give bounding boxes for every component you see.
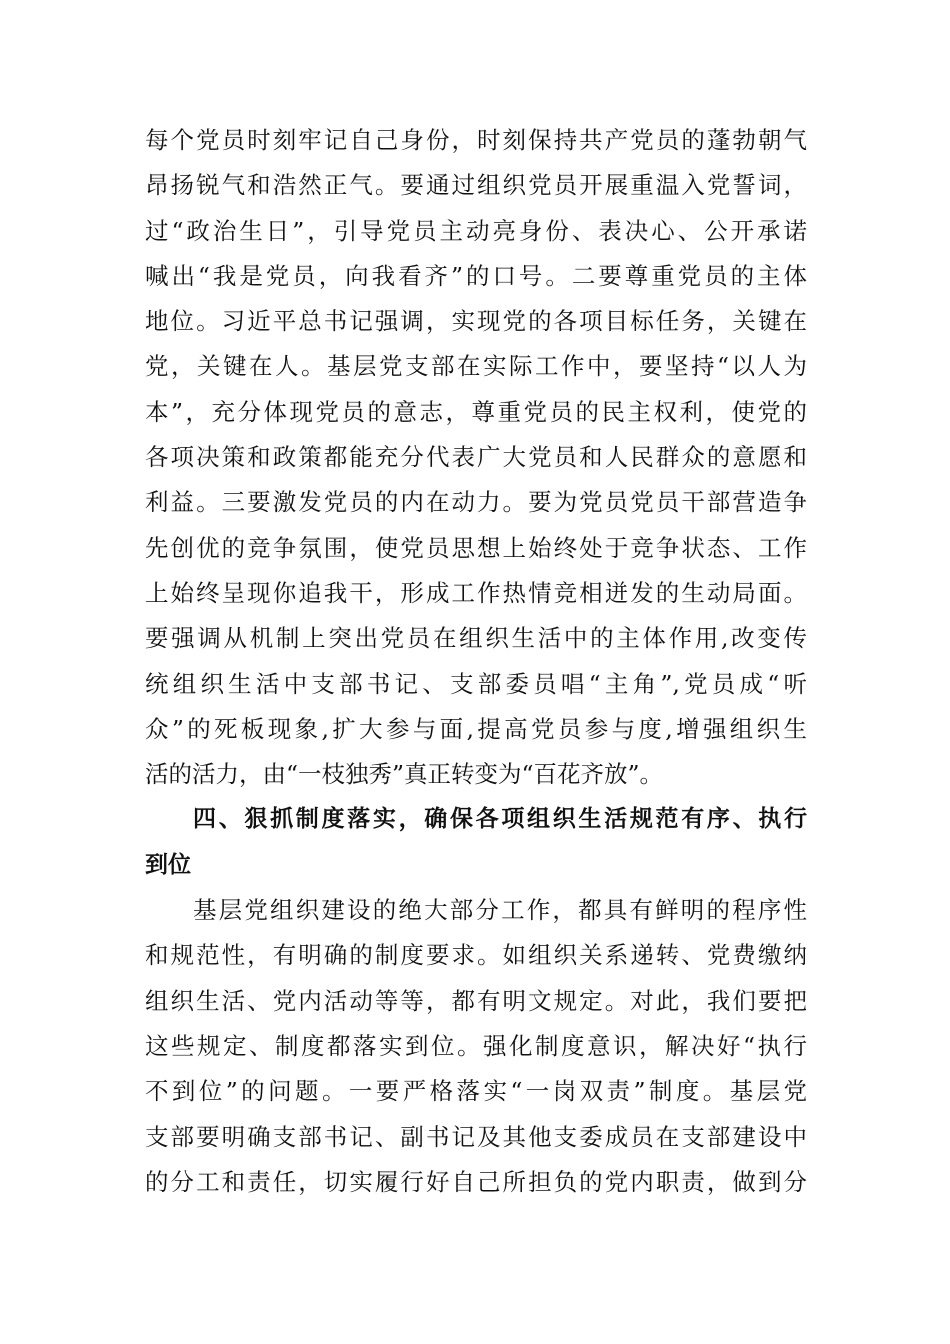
- text-line: 昂扬锐气和浩然正气。要通过组织党员开展重温入党誓词，: [145, 171, 807, 200]
- section-heading: [145, 797, 807, 888]
- text-line: 要强调从机制上突出党员在组织生活中的主体作用,改变传: [145, 624, 807, 653]
- text-line: 支部要明确支部书记、副书记及其他支委成员在支部建设中: [145, 1122, 807, 1151]
- text-line: 每个党员时刻牢记自己身份，时刻保持共产党员的蓬勃朝气: [145, 126, 807, 154]
- text-line: 众”的死板现象,扩大参与面,提高党员参与度,增强组织生: [145, 714, 807, 743]
- text-line: 和规范性，有明确的制度要求。如组织关系递转、党费缴纳: [145, 941, 807, 970]
- document-page: [145, 118, 807, 1205]
- text-line: 过“政治生日”，引导党员主动亮身份、表决心、公开承诺: [145, 216, 807, 245]
- text-line: 活的活力，由“一枝独秀”真正转变为“百花齐放”。: [145, 760, 664, 789]
- text-line: 喊出“我是党员，向我看齐”的口号。二要尊重党员的主体: [145, 261, 807, 290]
- text-line: 上始终呈现你追我干，形成工作热情竞相迸发的生动局面。: [145, 578, 807, 607]
- heading-line: 到位: [145, 851, 191, 878]
- text-line: 地位。习近平总书记强调，实现党的各项目标任务，关键在: [145, 307, 807, 336]
- text-line: 基层党组织建设的绝大部分工作，都具有鲜明的程序性: [193, 896, 807, 925]
- text-line: 的分工和责任，切实履行好自己所担负的党内职责，做到分: [145, 1167, 807, 1196]
- text-line: 利益。三要激发党员的内在动力。要为党员党员干部营造争: [145, 488, 807, 517]
- text-line: 组织生活、党内活动等等，都有明文规定。对此，我们要把: [145, 986, 807, 1015]
- text-line: 先创优的竞争氛围，使党员思想上始终处于竞争状态、工作: [145, 533, 807, 562]
- paragraph-section4: [145, 888, 807, 1205]
- heading-line: 四、狠抓制度落实，确保各项组织生活规范有序、执行: [193, 806, 807, 833]
- text-line: 本”，充分体现党员的意志，尊重党员的民主权利，使党的: [145, 397, 807, 426]
- text-line: 党，关键在人。基层党支部在实际工作中，要坚持“以人为: [145, 352, 807, 381]
- text-line: 这些规定、制度都落实到位。强化制度意识，解决好“执行: [145, 1031, 807, 1060]
- text-line: 不到位”的问题。一要严格落实“一岗双责”制度。基层党: [145, 1077, 807, 1106]
- paragraph-continued: [145, 118, 807, 797]
- text-line: 统组织生活中支部书记、支部委员唱“主角”,党员成“听: [145, 669, 807, 698]
- text-line: 各项决策和政策都能充分代表广大党员和人民群众的意愿和: [145, 443, 807, 472]
